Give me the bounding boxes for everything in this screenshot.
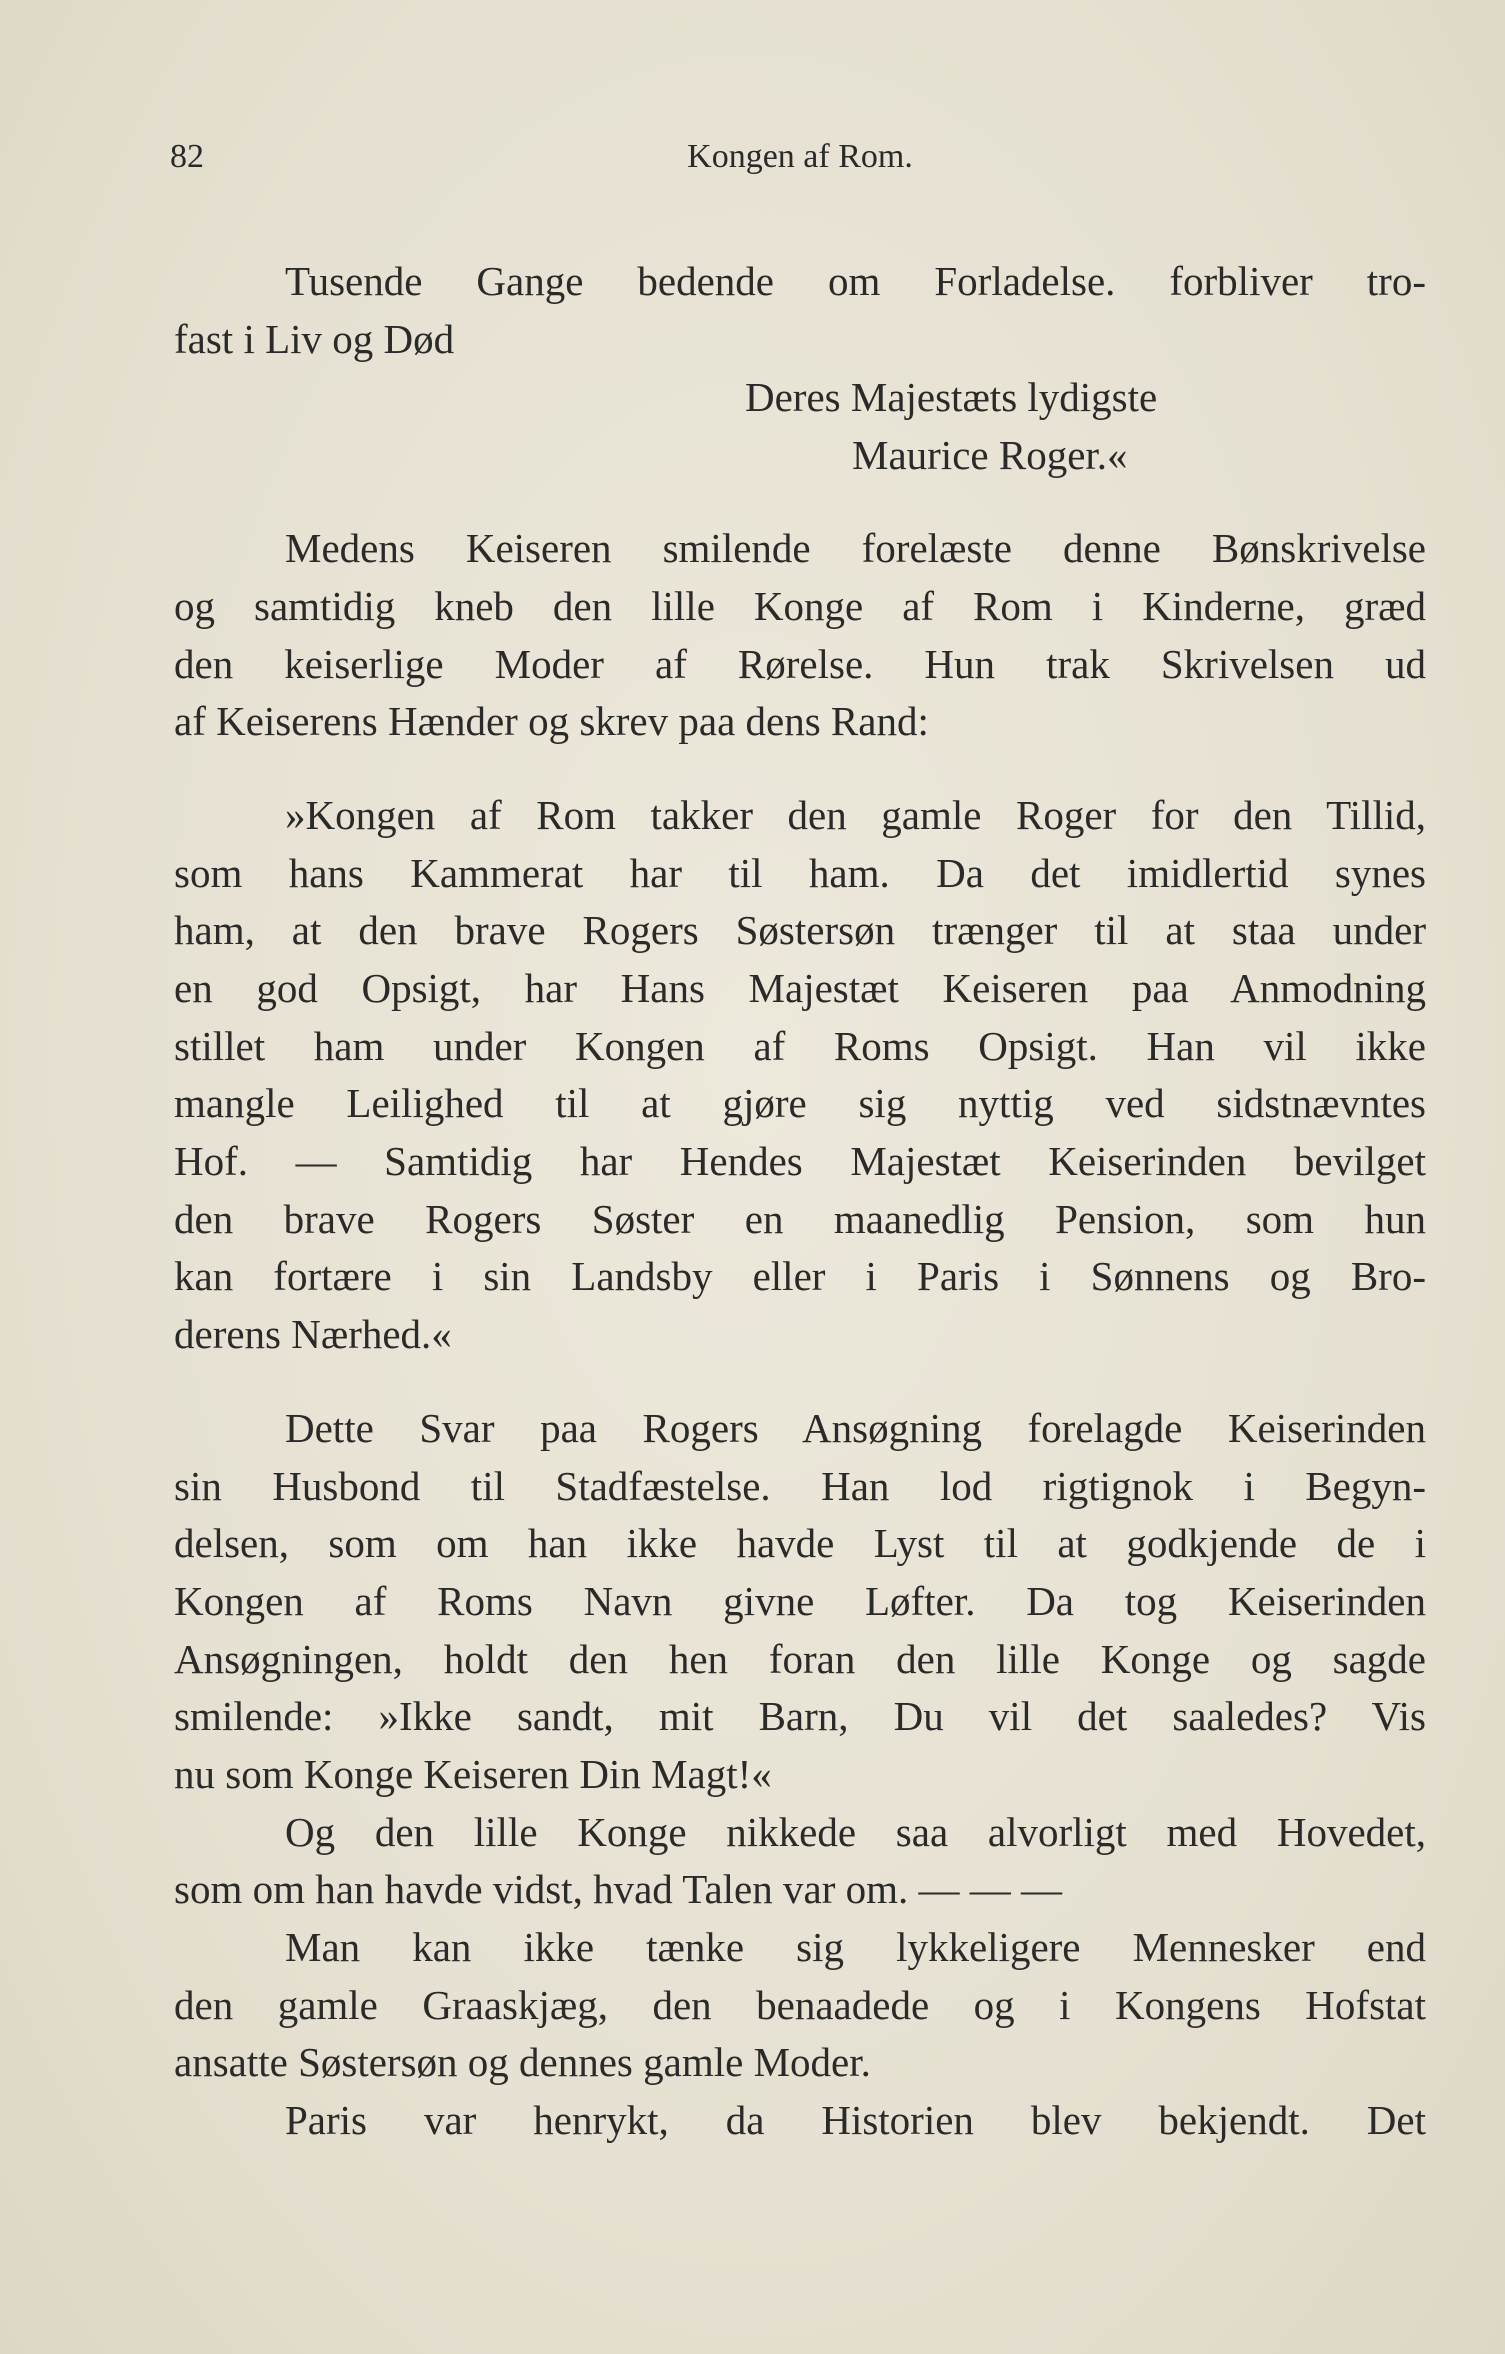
text-line: delsen, som om han ikke havde Lyst til at godkjende de i [174, 1520, 1426, 1566]
text-line: kan fortære i sin Landsby eller i Paris i Sønnens og Bro- [174, 1253, 1426, 1299]
text-line: Man kan ikke tænke sig lykkeligere Mennesker end [285, 1924, 1426, 1970]
text-line: som om han havde vidst, hvad Talen var om. — — — [174, 1866, 1062, 1912]
text-line: den brave Rogers Søster en maanedlig Pension, som hun [174, 1196, 1426, 1242]
running-title: Kongen af Rom. [687, 138, 913, 175]
text-line: mangle Leilighed til at gjøre sig nyttig ved sidstnævntes [174, 1080, 1426, 1126]
text-line: og samtidig kneb den lille Konge af Rom i Kinderne, græd [174, 583, 1426, 629]
text-line: Medens Keiseren smilende forelæste denne Bønskrivelse [285, 525, 1426, 571]
text-line: Hof. — Samtidig har Hendes Majestæt Keiserinden bevilget [174, 1138, 1426, 1184]
text-line: ansatte Søstersøn og dennes gamle Moder. [174, 2039, 871, 2085]
text-line: ham, at den brave Rogers Søstersøn trænger til at staa under [174, 907, 1426, 953]
text-line: Og den lille Konge nikkede saa alvorligt med Hovedet, [285, 1809, 1426, 1855]
text-line: Kongen af Roms Navn givne Løfter. Da tog Keiserinden [174, 1578, 1426, 1624]
page-header [170, 138, 1430, 188]
page-number: 82 [170, 138, 204, 175]
text-line: Paris var henrykt, da Historien blev bekjendt. Det [285, 2097, 1426, 2143]
text-line: Ansøgningen, holdt den hen foran den lille Konge og sagde [174, 1636, 1426, 1682]
text-line: stillet ham under Kongen af Roms Opsigt. Han vil ikke [174, 1023, 1426, 1069]
text-line: den gamle Graaskjæg, den benaadede og i Kongens Hofstat [174, 1982, 1426, 2028]
text-line: sin Husbond til Stadfæstelse. Han lod rigtignok i Begyn- [174, 1463, 1426, 1509]
letter-signature: Maurice Roger.« [852, 432, 1128, 478]
text-line: den keiserlige Moder af Rørelse. Hun trak Skrivelsen ud [174, 641, 1426, 687]
letter-closing: Deres Majestæts lydigste [745, 374, 1158, 420]
text-line: smilende: »Ikke sandt, mit Barn, Du vil det saaledes? Vis [174, 1693, 1426, 1739]
text-line: af Keiserens Hænder og skrev paa dens Rand: [174, 698, 929, 744]
text-line: en god Opsigt, har Hans Majestæt Keiseren paa Anmodning [174, 965, 1426, 1011]
text-line: Tusende Gange bedende om Forladelse. forbliver tro- [285, 258, 1426, 304]
text-line: derens Nærhed.« [174, 1311, 452, 1357]
text-line: nu som Konge Keiseren Din Magt!« [174, 1751, 772, 1797]
text-line: fast i Liv og Død [174, 316, 455, 362]
text-line: »Kongen af Rom takker den gamle Roger for den Tillid, [285, 792, 1426, 838]
text-line: Dette Svar paa Rogers Ansøgning forelagde Keiserinden [285, 1405, 1426, 1451]
text-line: som hans Kammerat har til ham. Da det imidlertid synes [174, 850, 1426, 896]
